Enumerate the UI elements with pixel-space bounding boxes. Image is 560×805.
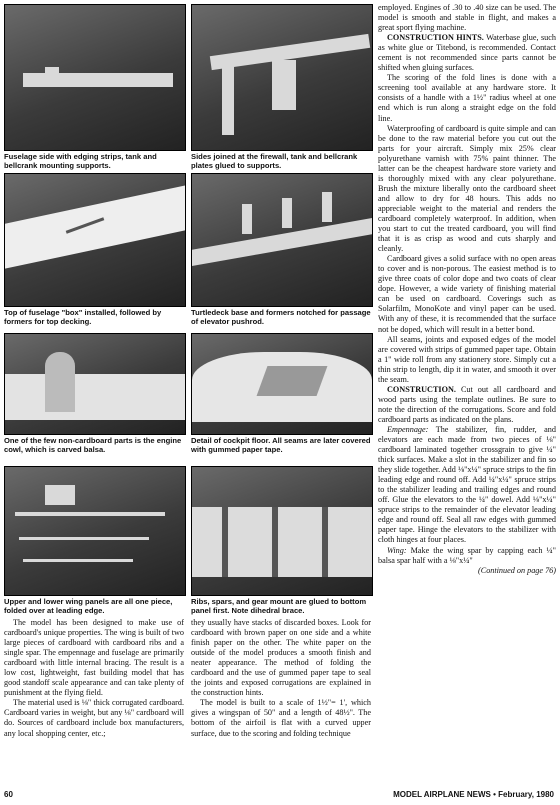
text-column-middle [191, 618, 371, 739]
caption-turtledeck: Turtledeck base and formers notched for passage of elevator pushrod. [191, 308, 371, 326]
caption-wing-panels: Upper and lower wing panels are all one piece, folded over at leading edge. [4, 597, 173, 615]
photo-wing-panels [4, 466, 186, 596]
photo-fuselage-box [4, 173, 186, 307]
heading-construction-hints: CONSTRUCTION HINTS. [387, 33, 484, 43]
magazine-footer: MODEL AIRPLANE NEWS • February, 1980 [393, 790, 554, 799]
paragraph: Wing: Make the wing spar by capping each ¼" balsa spar half with a ⅛"x¼" [378, 545, 556, 565]
photo-ribs-spars [191, 466, 373, 596]
continued-note: (Continued on page 76) [478, 565, 556, 575]
photo-fuselage-side [4, 4, 186, 151]
caption-ribs-spars: Ribs, spars, and gear mount are glued to bottom panel first. Note dihedral brace. [191, 597, 367, 615]
paragraph: The model is built to a scale of 1½"= 1', which gives a wingspan of 50" and a length of 48½". The bottom of the airfoil is flat with a curved upper surface, due to the scoring and folding technique [191, 698, 371, 738]
subheading-wing: Wing: [387, 545, 407, 555]
paragraph: Empennage: The stabilizer, fin, rudder, and elevators are each made from two pieces of ⅛" cardboard laminated together crossgrain to give ¼" thick surfaces. Make a slot in the stabilizer and fin so they slide together. Add ⅛"x¼" spruce strips to the fin leading edge and round off. Add ¼"x¼" spruce strips to the stabilizer leading and trailing edges and round off. Glue the elevators to the ¼" dowel. Add ⅛"x¼" spruce strips to the remainder of the elevator leading edge and round off. Seal all raw edges with gummed paper tape. Hinge the elevators to the stabilizer with cloth hinges at four places. [378, 424, 556, 545]
photo-cockpit-floor [191, 333, 373, 435]
caption-engine-cowl: One of the few non-cardboard parts is the engine cowl, which is carved balsa. [4, 436, 182, 454]
paragraph: All seams, joints and exposed edges of the model are covered with strips of gummed paper tape. Obtain a 1" wide roll from any stationery store. Simply cut a thin strip to length, dip it in water, and smooth it over the seam. [378, 334, 556, 384]
paragraph: The model has been designed to make use of cardboard's unique properties. The wing is built of two large pieces of cardboard with cardboard ribs and a single spar. The empennage and fuselage are primarily cardboard with little internal bracing. The result is a low cost, lightweight, fast building model that has good standoff scale appearance and can take plenty of punishment at the flying field. [4, 618, 184, 698]
paragraph: CONSTRUCTION. Cut out all cardboard and wood parts using the template outlines. Be sure to note the direction of the corrugations. Score and fold cardboard parts as indicated on the plans. [378, 384, 556, 424]
text-column-right [378, 3, 556, 576]
paragraph: they usually have stacks of discarded boxes. Look for cardboard with brown paper on one side and a white finish paper on the other. The white paper on the outside of the model produces a smooth finish and neater appearance. The method of folding the cardboard and the use of gummed paper tape to seal the joints and exposed corrugations are explained in the construction hints. [191, 618, 371, 698]
photo-sides-joined [191, 4, 373, 151]
heading-construction: CONSTRUCTION. [387, 384, 456, 394]
paragraph: employed. Engines of .30 to .40 size can be used. The model is smooth and stable in flight, and makes a great sport flying machine. [378, 3, 556, 33]
paragraph: CONSTRUCTION HINTS. Waterbase glue, such as white glue or Titebond, is recommended. Contact cement is not recommended since parts cannot be shifted when gluing surfaces. [378, 33, 556, 73]
subheading-empennage: Empennage: [387, 424, 429, 434]
photo-engine-cowl [4, 333, 186, 435]
caption-fuselage-side: Fuselage side with edging strips, tank and bellcrank mounting supports. [4, 152, 157, 170]
text-column-left [4, 618, 184, 739]
caption-cockpit-floor: Detail of cockpit floor. All seams are later covered with gummed paper tape. [191, 436, 371, 454]
caption-fuselage-box: Top of fuselage "box" installed, followed by formers for top decking. [4, 308, 162, 326]
paragraph: Cardboard gives a solid surface with no open areas to cover and is non-porous. The easiest method is to give three coats of color dope and two coats of clear dope. However, a wide variety of finishing material can be used on cardboard. Coverings such as Solarfilm, MonoKote and vinyl paper can be used. With any of these, it is recommended that the surface not be doped, which will result in a better bond. [378, 254, 556, 334]
page-number: 60 [4, 790, 13, 799]
caption-sides-joined: Sides joined at the firewall, tank and bellcrank plates glued to supports. [191, 152, 358, 170]
paragraph: The scoring of the fold lines is done with a screening tool available at any hardware store. It consists of a handle with a 1½" radius wheel at one end which is run along a straight edge on the fold line. [378, 73, 556, 123]
paragraph: Waterproofing of cardboard is quite simple and can be done to the raw material before you cut out the parts for your aircraft. Simply mix 25% clear polyurethane varnish with 75% paint thinner. The latter can be the cheapest hardware store variety and is thoroughly mixed with any clear polyurethane. Brush the mixture liberally onto the cardboard sheet and allow to dry for 48 hours. This adds no appreciable weight to the material and renders the cardboard completely waterproof. In addition, when you start to cut the treated cardboard, you will find that it is as crisp as wood and cuts sharply and cleanly. [378, 123, 556, 254]
paragraph: The material used is ⅛" thick corrugated cardboard. Cardboard varies in weight, but any ⅛" cardboard will do. Sources of cardboard include box manufacturers, any local shopping center, etc.; [4, 698, 184, 738]
photo-turtledeck [191, 173, 373, 307]
